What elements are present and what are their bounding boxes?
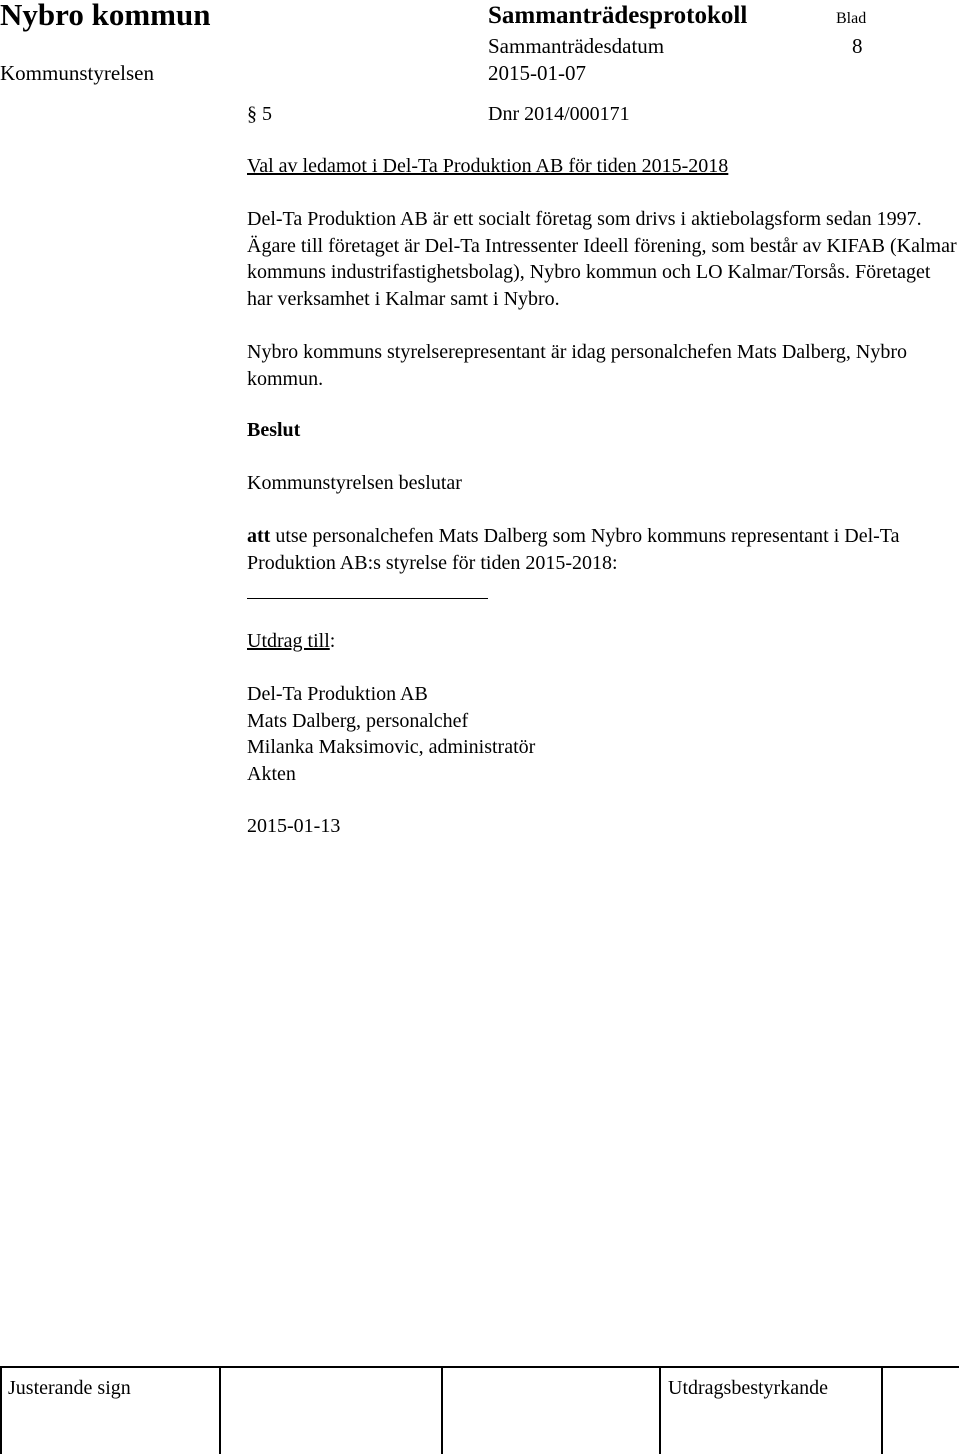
diary-number: Dnr 2014/000171 <box>488 103 630 125</box>
certification-label: Utdragsbestyrkande <box>668 1377 828 1399</box>
decider-line: Kommunstyrelsen beslutar <box>247 472 462 494</box>
page-number: 8 <box>852 34 863 58</box>
department-name: Kommunstyrelsen <box>0 61 154 85</box>
decision-keyword: att <box>247 525 271 547</box>
recipient-item: Mats Dalberg, personalchef <box>247 709 469 732</box>
excerpt-heading <box>247 628 335 654</box>
footer-divider <box>219 1368 221 1454</box>
separator-line <box>247 598 488 599</box>
recipient-list <box>247 681 535 787</box>
organization-name: Nybro kommun <box>0 0 211 32</box>
item-title: Val av ledamot i Del-Ta Produktion AB för tiden 2015-2018 <box>247 155 729 177</box>
recipient-item: Milanka Maksimovic, administratör <box>247 736 536 758</box>
signature-footer <box>0 1366 959 1454</box>
recipient-item: Akten <box>247 762 296 785</box>
sent-date: 2015-01-13 <box>247 815 341 837</box>
decision-text <box>247 523 959 576</box>
representative-paragraph: Nybro kommuns styrelserepresentant är idag personalchefen Mats Dalberg, Nybro kommun. <box>247 341 907 390</box>
footer-divider <box>881 1368 883 1454</box>
excerpt-label: Utdrag till <box>247 630 330 652</box>
adjuster-sign-label: Justerande sign <box>8 1377 131 1399</box>
document-type: Sammanträdesprotokoll <box>488 2 748 29</box>
meeting-date: 2015-01-07 <box>488 61 586 85</box>
footer-divider <box>0 1368 2 1454</box>
footer-divider <box>441 1368 443 1454</box>
recipient-item: Del-Ta Produktion AB <box>247 683 428 705</box>
decision-body: utse personalchefen Mats Dalberg som Nybro kommuns representant i Del-Ta Produktion AB:s styrelse för tiden 2015-2018: <box>247 525 900 574</box>
background-paragraph: Del-Ta Produktion AB är ett socialt företag som drivs i aktiebolagsform sedan 1997. Ägare till företaget är Del-Ta Intressenter Ideell förening, som består av KIFAB (Kalmar kommuns industrifastighetsbolag), Nybro kommun och LO Kalmar/Torsås. Företaget har verksamhet i Kalmar samt i Nybro. <box>247 208 957 310</box>
page-label: Blad <box>836 10 867 27</box>
decision-heading: Beslut <box>247 419 301 441</box>
footer-divider <box>659 1368 661 1454</box>
meeting-date-label: Sammanträdesdatum <box>488 34 665 58</box>
excerpt-colon: : <box>329 630 336 652</box>
paragraph-number: § 5 <box>247 103 272 125</box>
